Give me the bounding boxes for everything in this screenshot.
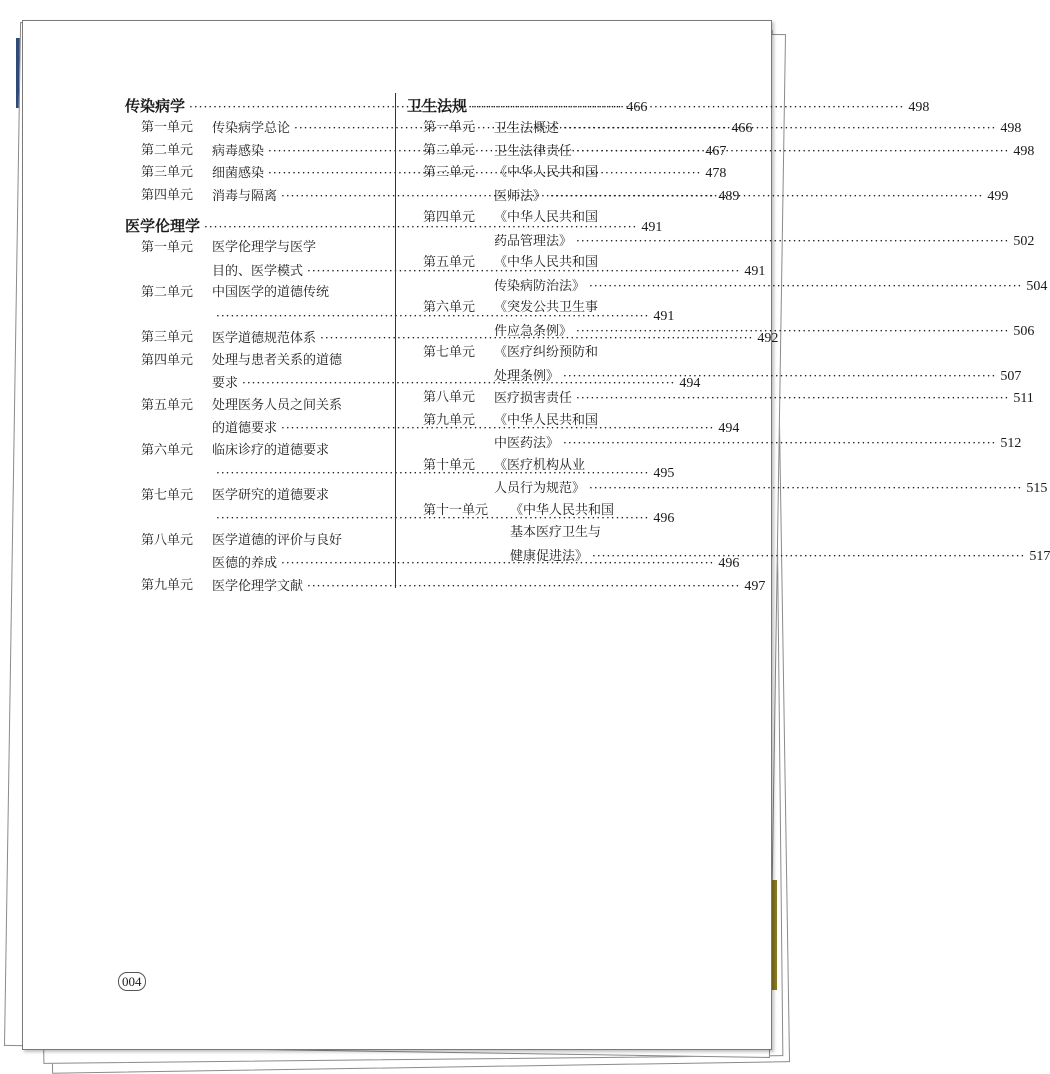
entry-line — [494, 477, 1047, 500]
toc-entry — [125, 575, 766, 598]
entry-line — [494, 207, 1034, 230]
entry-line — [494, 365, 1021, 388]
unit-label: 第十单元 — [423, 457, 476, 473]
entry-title: 医学道德的评价与良好 — [212, 532, 343, 548]
entry-body — [494, 410, 1021, 455]
entry-title: 病毒感染 — [212, 143, 265, 159]
section-page: 491 — [641, 220, 663, 235]
unit-label: 第一单元 — [141, 120, 194, 135]
entry-page: 511 — [1013, 391, 1034, 406]
entry-page: 494 — [679, 376, 701, 391]
entry-title: 《中华人民共和国 — [494, 165, 599, 180]
entry-title: 处理与患者关系的道德 — [212, 352, 343, 368]
section-page: 466 — [626, 100, 648, 115]
entry-line — [494, 275, 1047, 298]
entry-page: 466 — [731, 121, 753, 136]
entry-page: 506 — [1013, 323, 1035, 339]
entry-body — [494, 387, 1034, 410]
entry-page: 492 — [757, 331, 779, 346]
entry-page: 489 — [718, 188, 740, 204]
dot-leader — [576, 140, 1009, 163]
dot-leader — [592, 545, 1025, 568]
entry-title: 《突发公共卫生事 — [494, 300, 599, 315]
unit-label: 第五单元 — [141, 397, 194, 413]
entry-page: 467 — [705, 143, 727, 159]
unit-label: 第二单元 — [423, 142, 476, 158]
entry-title: 医学伦理学与医学 — [212, 240, 317, 255]
entry-body — [510, 500, 1050, 568]
entry-title: 医师法》 — [494, 188, 547, 204]
entry-page: 515 — [1026, 481, 1048, 496]
entry-title: 《医疗机构从业 — [494, 457, 586, 473]
page-number: 004 — [118, 972, 146, 991]
dot-leader — [550, 185, 983, 208]
entry-line — [494, 185, 1008, 208]
entry-body — [494, 207, 1034, 252]
unit-label: 第六单元 — [423, 300, 476, 315]
section-title: 卫生法规 — [407, 97, 468, 115]
entry-title: 《中华人民共和国 — [494, 255, 599, 270]
unit-label: 第九单元 — [423, 412, 476, 428]
entry-title: 临床诊疗的道德要求 — [212, 442, 330, 458]
entry-page: 502 — [1013, 233, 1035, 249]
entry-page: 498 — [1013, 143, 1035, 159]
dot-leader — [576, 320, 1009, 343]
section-title: 医学伦理学 — [125, 217, 201, 235]
entry-title: 《中华人民共和国 — [494, 412, 599, 428]
entry-title: 的道德要求 — [212, 421, 278, 436]
entry-page: 496 — [718, 556, 740, 571]
entry-title: 传染病学总论 — [212, 121, 291, 136]
entry-line — [494, 230, 1034, 253]
unit-label: 第六单元 — [141, 442, 194, 458]
entry-line — [494, 387, 1034, 410]
entry-title: 目的、医学模式 — [212, 263, 304, 279]
entry-body — [494, 297, 1034, 342]
entry-page: 498 — [1000, 121, 1022, 136]
section-page: 498 — [908, 100, 930, 115]
entry-title: 健康促进法》 — [510, 548, 589, 564]
unit-label: 第十一单元 — [423, 502, 489, 518]
entry-line — [212, 575, 765, 598]
entry-title: 中国医学的道德传统 — [212, 285, 330, 300]
unit-label: 第八单元 — [141, 532, 194, 548]
unit-label: 第九单元 — [141, 577, 194, 593]
entry-line — [510, 500, 1050, 523]
entry-title: 传染病防治法》 — [494, 278, 586, 294]
unit-label: 第八单元 — [423, 390, 476, 405]
dot-leader — [576, 230, 1009, 253]
entry-title: 医学道德规范体系 — [212, 331, 317, 346]
entry-line — [494, 455, 1047, 478]
entry-body — [494, 455, 1047, 500]
document-page — [22, 20, 1050, 1050]
unit-label: 第二单元 — [141, 142, 194, 158]
entry-line — [494, 252, 1047, 275]
entry-body — [494, 342, 1021, 387]
entry-title: 药品管理法》 — [494, 233, 573, 249]
entry-title: 消毒与隔离 — [212, 188, 278, 204]
toc-entry — [407, 455, 1048, 500]
entry-title: 中医药法》 — [494, 436, 560, 451]
unit-label: 第七单元 — [141, 487, 194, 503]
entry-line — [494, 297, 1034, 320]
entry-title: 《中华人民共和国 — [494, 210, 599, 225]
unit-label: 第三单元 — [141, 330, 194, 345]
entry-line — [494, 410, 1021, 433]
unit-label: 第五单元 — [423, 255, 476, 270]
entry-page: 507 — [1000, 368, 1022, 384]
entry-page: 478 — [705, 166, 727, 181]
section-heading — [407, 95, 930, 117]
entry-title: 《中华人民共和国 — [510, 502, 615, 518]
unit-label: 第二单元 — [141, 285, 194, 300]
entry-page: 491 — [653, 308, 675, 324]
entry-line — [494, 432, 1021, 455]
unit-label: 第四单元 — [423, 210, 476, 225]
entry-title: 《医疗纠纷预防和 — [494, 345, 599, 360]
dot-leader — [563, 432, 996, 455]
entry-title: 卫生法律责任 — [494, 143, 573, 159]
dot-leader — [307, 575, 740, 598]
entry-line — [494, 117, 1021, 140]
toc-entry — [407, 387, 1034, 410]
dot-leader — [563, 117, 996, 140]
unit-label: 第一单元 — [141, 240, 194, 255]
entry-page: 494 — [718, 421, 740, 436]
unit-label: 第一单元 — [423, 120, 476, 135]
entry-line — [494, 140, 1034, 163]
entry-title: 医疗损害责任 — [494, 391, 573, 406]
entry-title: 要求 — [212, 376, 239, 391]
entry-title: 处理医务人员之间关系 — [212, 397, 343, 413]
entry-body — [494, 252, 1047, 297]
unit-label: 第四单元 — [141, 187, 194, 203]
entry-line — [494, 342, 1021, 365]
entry-page: 496 — [653, 511, 675, 526]
entry-page: 512 — [1000, 436, 1022, 451]
unit-label: 第七单元 — [423, 345, 476, 360]
entry-page: 517 — [1029, 548, 1050, 564]
entry-title: 医学研究的道德要求 — [212, 487, 330, 503]
unit-label: 第三单元 — [141, 165, 194, 180]
entry-title: 件应急条例》 — [494, 323, 573, 339]
entry-line — [510, 545, 1050, 568]
dot-leader — [576, 387, 1009, 410]
entry-title: 人员行为规范》 — [494, 481, 586, 496]
entry-title: 细菌感染 — [212, 166, 265, 181]
entry-page: 491 — [744, 263, 766, 279]
entry-page: 499 — [987, 188, 1009, 204]
toc-entry — [407, 207, 1035, 252]
entry-body — [212, 575, 765, 598]
entry-line — [494, 162, 1008, 185]
section-title: 传染病学 — [125, 97, 186, 115]
dot-leader — [589, 275, 1022, 298]
entry-body — [494, 117, 1021, 140]
entry-page: 504 — [1026, 278, 1048, 294]
entry-page: 495 — [653, 466, 675, 481]
entry-title: 医学伦理学文献 — [212, 578, 304, 594]
dot-leader — [563, 365, 996, 388]
entry-line — [510, 522, 1050, 545]
entry-title: 卫生法概述 — [494, 121, 560, 136]
entry-title: 处理条例》 — [494, 368, 560, 384]
dot-leader — [589, 477, 1022, 500]
dot-leader — [471, 96, 904, 118]
column-divider — [395, 93, 396, 588]
entry-title: 基本医疗卫生与 — [510, 525, 602, 540]
entry-line — [494, 320, 1034, 343]
unit-label: 第三单元 — [423, 165, 476, 180]
entry-body — [494, 162, 1008, 207]
entry-title: 医德的养成 — [212, 556, 278, 571]
unit-label: 第四单元 — [141, 352, 194, 368]
entry-body — [494, 140, 1034, 163]
entry-page: 497 — [744, 578, 766, 594]
